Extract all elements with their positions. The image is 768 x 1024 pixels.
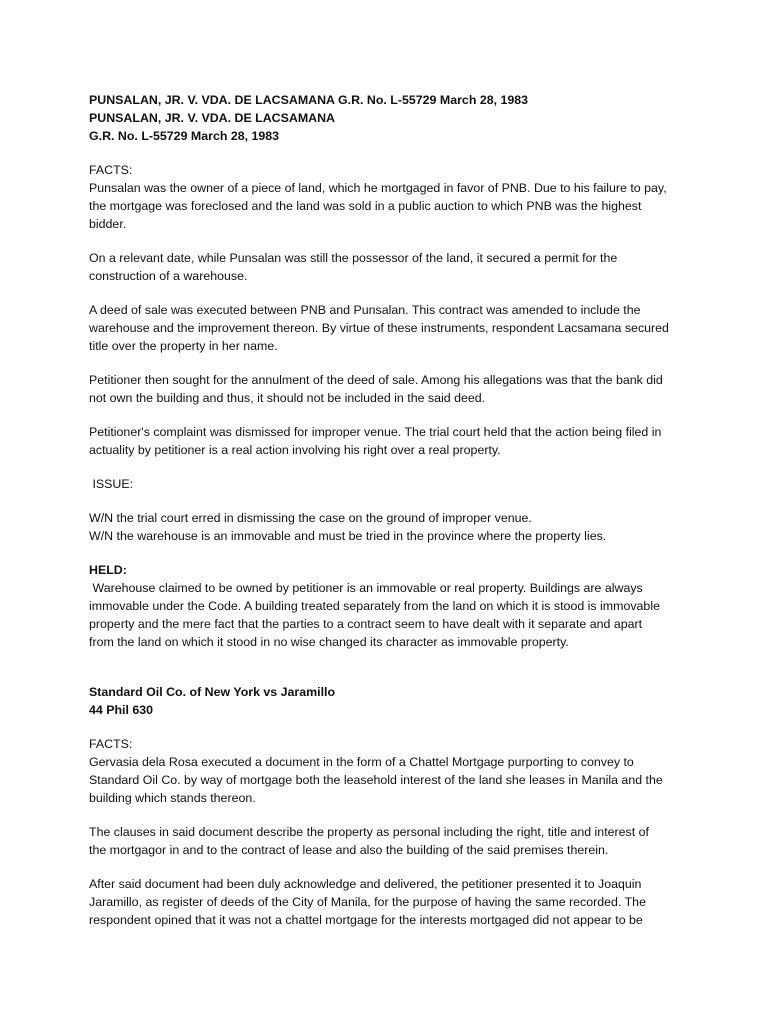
held-paragraph: Warehouse claimed to be owned by petitioner is an immovable or real property. Buildings are always immovable under the Code. A building treated separately from the land on which it is stood is immovable property and the mere fact that the parties to a contract seem to have dealt with it separate and apart from the land on which it stood in no wise changed its character as immovable property. [89, 581, 664, 649]
case-citation-line: G.R. No. L-55729 March 28, 1983 [89, 129, 280, 143]
facts-paragraph: Petitioner then sought for the annulment of the deed of sale. Among his allegations was that the bank did not own the building and thus, it should not be included in the said deed. [89, 373, 663, 405]
facts-heading: FACTS: [89, 737, 133, 751]
facts-heading: FACTS: [89, 163, 133, 177]
document-page [89, 91, 669, 929]
facts-paragraph: Petitioner's complaint was dismissed for improper venue. The trial court held that the action being filed in actuality by petitioner is a real action involving his right over a real property. [89, 425, 662, 457]
facts-paragraph: Gervasia dela Rosa executed a document in the form of a Chattel Mortgage purporting to convey to Standard Oil Co. by way of mortgage both the leasehold interest of the land she leases in Manila and the building which stands thereon. [89, 755, 663, 805]
case-title-block [89, 683, 669, 719]
facts-paragraph: The clauses in said document describe the property as personal including the right, title and interest of the mortgagor in and to the contract of lease and also the building of the said premises therein. [89, 825, 649, 857]
issue-line: W/N the warehouse is an immovable and must be tried in the province where the property lies. [89, 529, 607, 543]
issue-line: W/N the trial court erred in dismissing the case on the ground of improper venue. [89, 511, 532, 525]
case-citation-line: 44 Phil 630 [89, 703, 154, 717]
held-heading: HELD: [89, 563, 127, 577]
case-title-line: Standard Oil Co. of New York vs Jaramillo [89, 685, 336, 699]
facts-paragraph: On a relevant date, while Punsalan was still the possessor of the land, it secured a permit for the construction of a warehouse. [89, 251, 618, 283]
facts-paragraph: A deed of sale was executed between PNB and Punsalan. This contract was amended to include the warehouse and the improvement thereon. By virtue of these instruments, respondent Lacsamana secured title over the property in her name. [89, 303, 669, 353]
issue-heading: ISSUE: [89, 477, 134, 491]
facts-paragraph: Punsalan was the owner of a piece of land, which he mortgaged in favor of PNB. Due to his failure to pay, the mortgage was foreclosed and the land was sold in a public auction to which PNB was the highest bidder. [89, 181, 667, 231]
facts-paragraph: After said document had been duly acknowledge and delivered, the petitioner presented it to Joaquin Jaramillo, as register of deeds of the City of Manila, for the purpose of having the same recorded. The respondent opined that it was not a chattel mortgage for the interests mortgaged did not appear to be [89, 877, 646, 927]
case-title-block [89, 91, 669, 145]
case-title-line: PUNSALAN, JR. V. VDA. DE LACSAMANA [89, 111, 336, 125]
case-title-line: PUNSALAN, JR. V. VDA. DE LACSAMANA G.R. No. L-55729 March 28, 1983 [89, 93, 529, 107]
